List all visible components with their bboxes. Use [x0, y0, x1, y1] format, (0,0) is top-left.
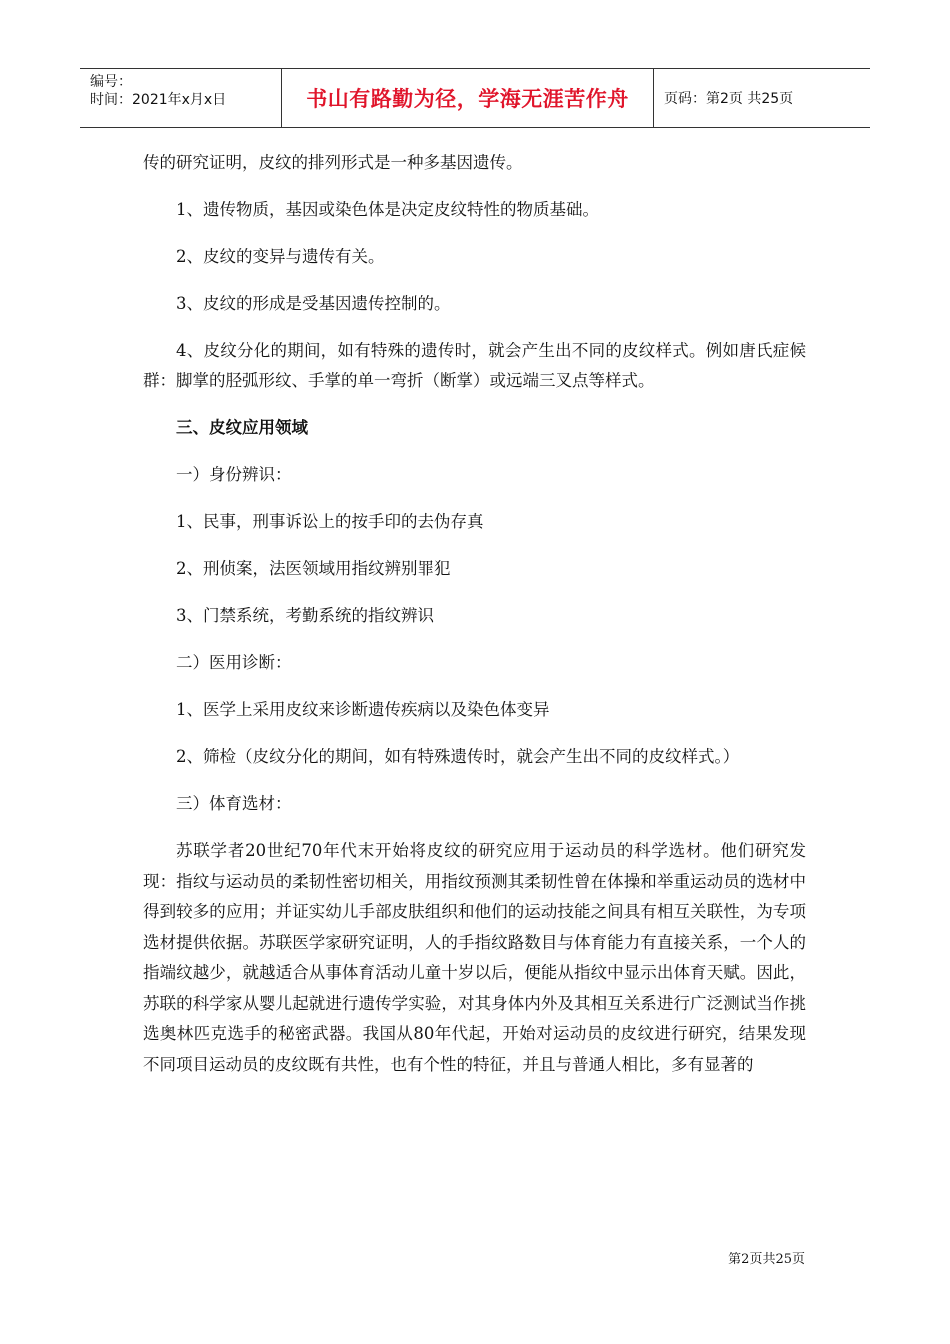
header-motto: 书山有路勤为径，学海无涯苦作舟 [306, 87, 629, 111]
document-number-label: 编号： [90, 74, 132, 90]
document-body [143, 148, 806, 1097]
list-item-genetic-material: 1、遗传物质，基因或染色体是决定皮纹特性的物质基础。 [176, 200, 599, 219]
list-item-civil-criminal: 1、民事，刑事诉讼上的按手印的去伪存真 [176, 512, 484, 531]
list-item-differentiation: 4、皮纹分化的期间，如有特殊的遗传时，就会产生出不同的皮纹样式。例如唐氏症候群：脚掌的胫弧形纹、手掌的单一弯折（断掌）或远端三叉点等样式。 [143, 341, 806, 390]
header-page-cell [654, 69, 870, 127]
paragraph-continuation: 传的研究证明，皮纹的排列形式是一种多基因遗传。 [143, 153, 523, 172]
paragraph-sports-selection: 苏联学者20世纪70年代末开始将皮纹的研究应用于运动员的科学选材。他们研究发现：指纹与运动员的柔韧性密切相关，用指纹预测其柔韧性曾在体操和举重运动员的选材中得到较多的应用；并证实幼儿手部皮肤组织和他们的运动技能之间具有相互关联性，为专项选材提供依据。苏联医学家研究证明，人的手指纹路数目与体育能力有直接关系，一个人的指端纹越少，就越适合从事体育活动儿童十岁以后，便能从指纹中显示出体育天赋。因此，苏联的科学家从婴儿起就进行遗传学实验，对其身体内外及其相互关系进行广泛测试当作挑选奥林匹克选手的秘密武器。我国从80年代起，开始对运动员的皮纹进行研究，结果发现不同项目运动员的皮纹既有共性，也有个性的特征，并且与普通人相比，多有显著的 [143, 841, 806, 1074]
header-page-number: 页码：第2页 共25页 [664, 91, 794, 107]
header-meta [80, 69, 282, 127]
header-motto-cell [282, 69, 654, 127]
section-heading: 三、皮纹应用领域 [176, 418, 308, 437]
list-item-formation: 3、皮纹的形成是受基因遗传控制的。 [176, 294, 451, 313]
list-item-variation: 2、皮纹的变异与遗传有关。 [176, 247, 385, 266]
subheading-identification: 一）身份辨识： [176, 465, 292, 484]
page-footer: 第2页共25页 [728, 1252, 805, 1267]
list-item-screening: 2、筛检（皮纹分化的期间，如有特殊遗传时，就会产生出不同的皮纹样式。） [176, 747, 740, 766]
subheading-medical: 二）医用诊断： [176, 653, 292, 672]
list-item-forensics: 2、刑侦案，法医领域用指纹辨别罪犯 [176, 559, 451, 578]
subheading-sports: 三）体育选材： [176, 794, 292, 813]
list-item-access-control: 3、门禁系统，考勤系统的指纹辨识 [176, 606, 434, 625]
list-item-medical-diagnosis: 1、医学上采用皮纹来诊断遗传疾病以及染色体变异 [176, 700, 550, 719]
page-header [80, 68, 870, 128]
document-time-label: 时间：2021年x月x日 [90, 92, 227, 108]
